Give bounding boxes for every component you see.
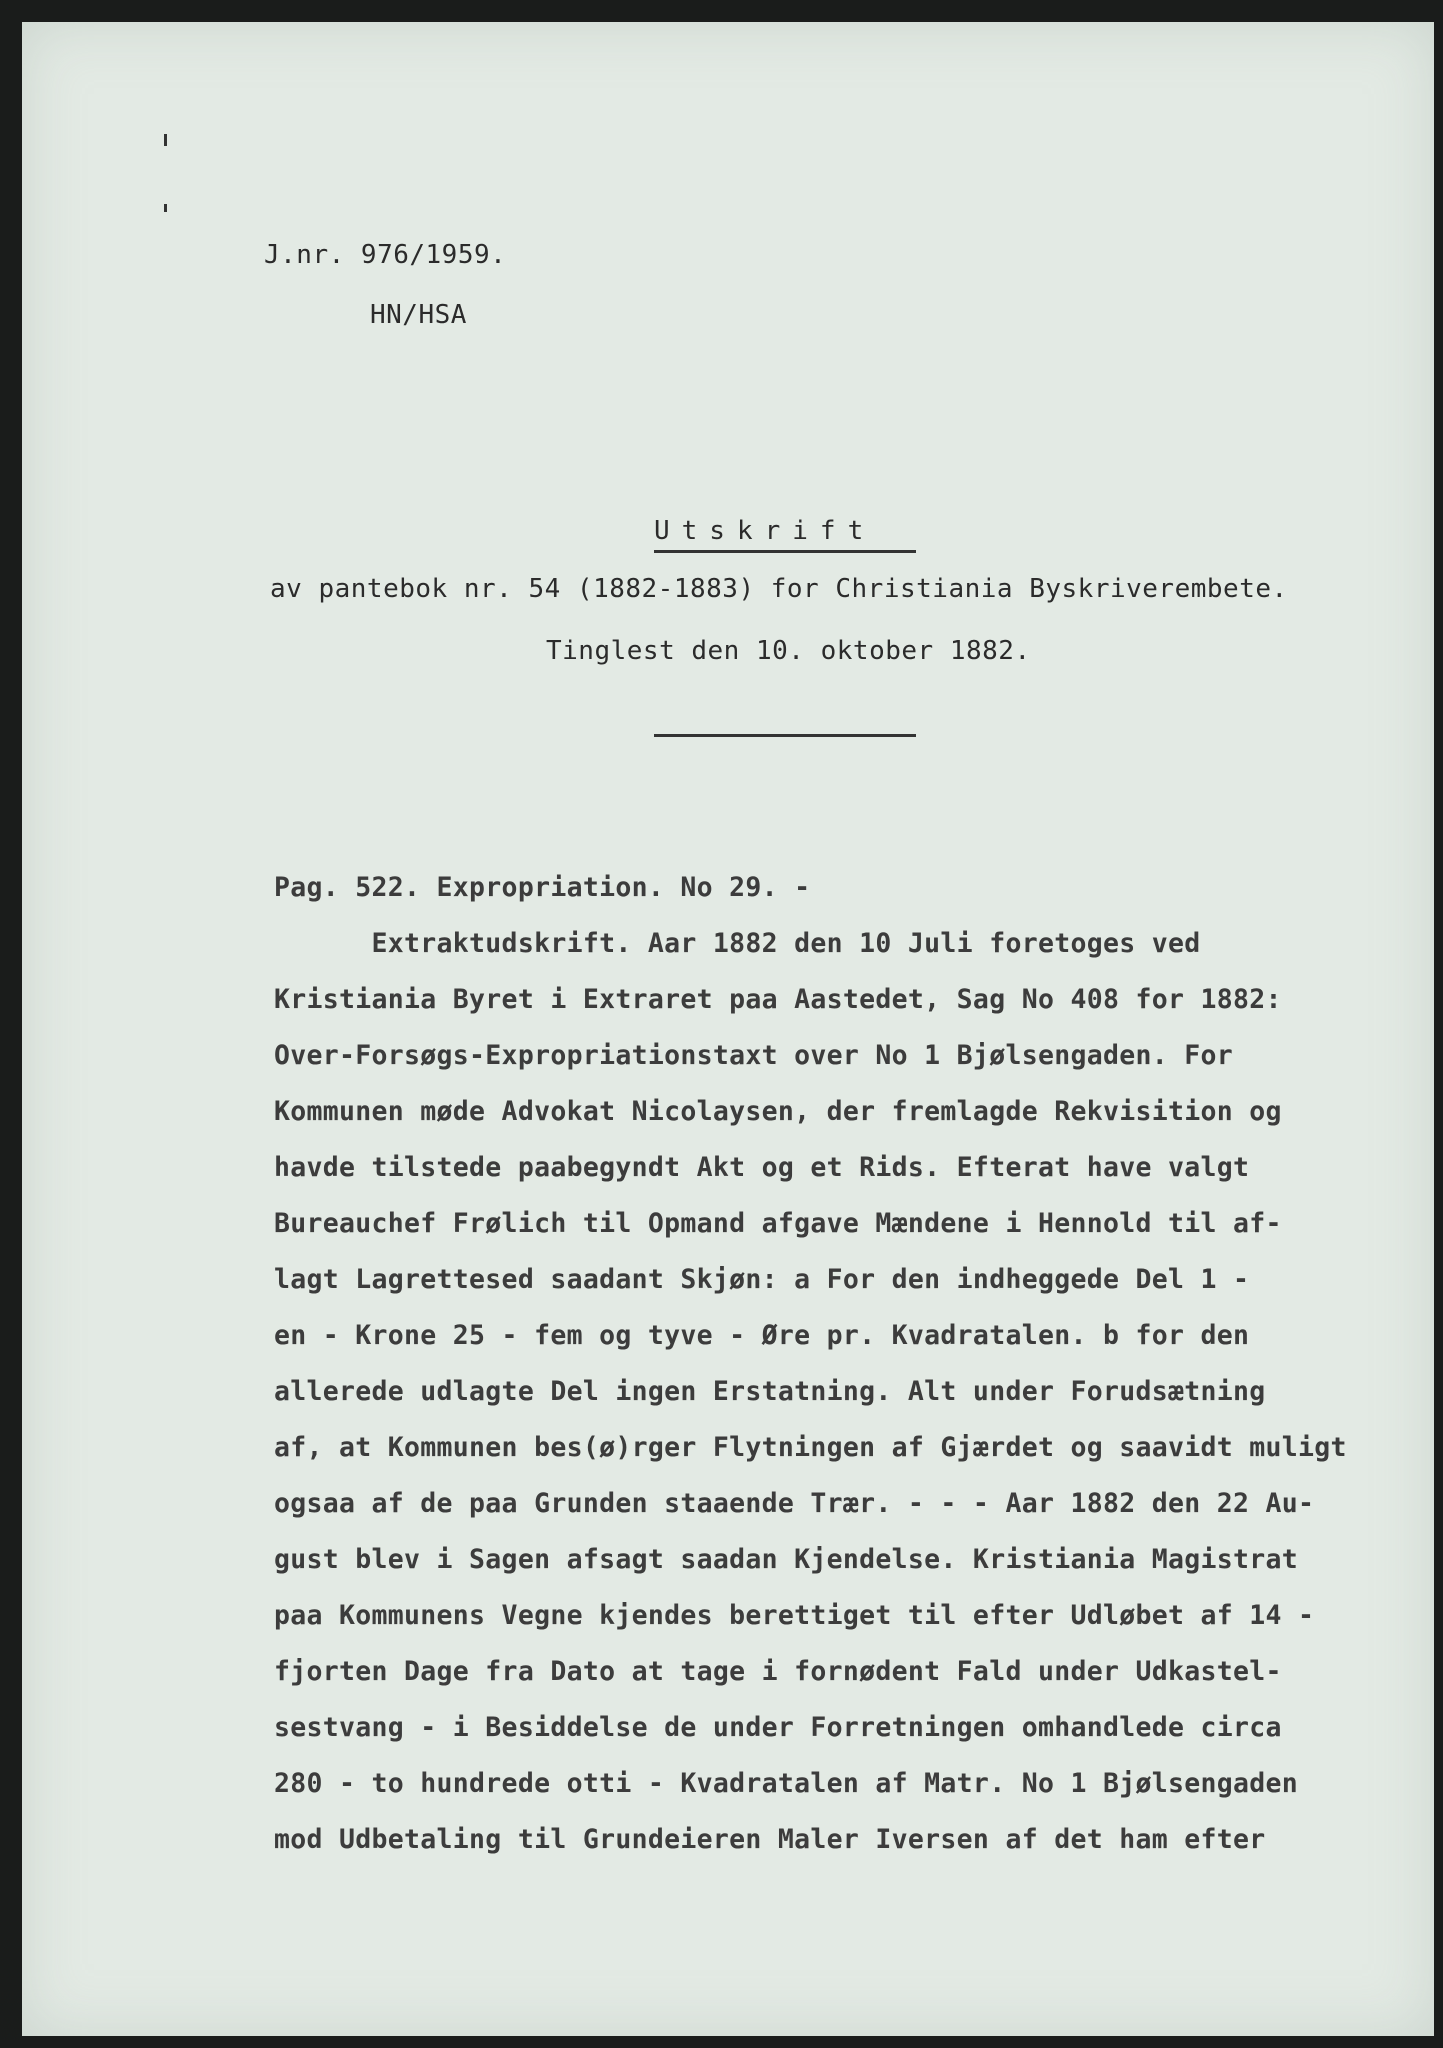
title-underline	[654, 550, 916, 553]
body-line: gust blev i Sagen afsagt saadan Kjendelse. Kristiania Magistrat	[274, 1544, 1299, 1575]
body-line: Pag. 522. Expropriation. No 29. -	[274, 872, 811, 903]
body-line: fjorten Dage fra Dato at tage i fornødent Fald under Udkastel-	[274, 1656, 1282, 1687]
document-title: Utskrift	[654, 516, 876, 546]
registration-date: Tinglest den 10. oktober 1882.	[546, 636, 1031, 666]
body-line: Kristiania Byret i Extraret paa Aastedet, Sag No 408 for 1882:	[274, 984, 1282, 1015]
initials: HN/HSA	[370, 300, 467, 330]
body-line: havde tilstede paabegyndt Akt og et Rids. Efterat have valgt	[274, 1152, 1250, 1183]
body-line: 280 - to hundrede otti - Kvadratalen af Matr. No 1 Bjølsengaden	[274, 1768, 1299, 1799]
punch-mark	[164, 134, 167, 146]
body-line: paa Kommunens Vegne kjendes berettiget til efter Udløbet af 14 -	[274, 1600, 1315, 1631]
body-line: mod Udbetaling til Grundeieren Maler Iversen af det ham efter	[274, 1824, 1266, 1855]
body-line: lagt Lagrettesed saadant Skjøn: a For den indheggede Del 1 -	[274, 1264, 1250, 1295]
body-line: Kommunen møde Advokat Nicolaysen, der fremlagde Rekvisition og	[274, 1096, 1282, 1127]
journal-number: J.nr. 976/1959.	[264, 240, 507, 270]
body-line: Bureauchef Frølich til Opmand afgave Mændene i Hennold til af-	[274, 1208, 1282, 1239]
punch-mark	[164, 204, 167, 212]
body-line: sestvang - i Besiddelse de under Forretningen omhandlede circa	[274, 1712, 1282, 1743]
section-divider	[654, 734, 916, 737]
body-line: en - Krone 25 - fem og tyve - Øre pr. Kvadratalen. b for den	[274, 1320, 1250, 1351]
document-subtitle: av pantebok nr. 54 (1882-1883) for Christiania Byskriverembete.	[270, 574, 1288, 604]
body-line: af, at Kommunen bes(ø)rger Flytningen af Gjærdet og saavidt muligt	[274, 1432, 1347, 1463]
body-line: Over-Forsøgs-Expropriationstaxt over No 1 Bjølsengaden. For	[274, 1040, 1234, 1071]
document-page	[22, 22, 1434, 2036]
body-line: ogsaa af de paa Grunden staaende Trær. - - - Aar 1882 den 22 Au-	[274, 1488, 1315, 1519]
body-line: Extraktudskrift. Aar 1882 den 10 Juli foretoges ved	[274, 928, 1201, 959]
body-line: allerede udlagte Del ingen Erstatning. Alt under Forudsætning	[274, 1376, 1266, 1407]
